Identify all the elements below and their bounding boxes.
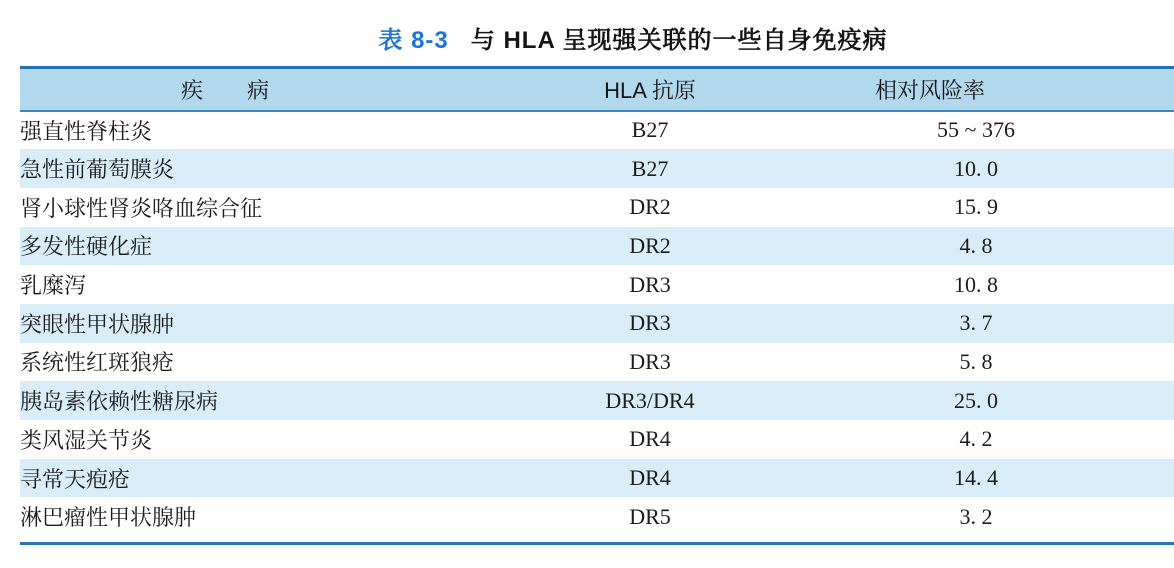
disease-cell: 淋巴瘤性甲状腺肿	[20, 505, 197, 531]
relative-risk-cell: 3. 7	[959, 310, 993, 336]
hla-antigen-cell: DR3	[629, 310, 671, 336]
table-caption	[46, 0, 1174, 66]
hla-antigen-cell: DR4	[629, 426, 671, 452]
relative-risk-cell: 10. 0	[954, 155, 998, 181]
disease-cell: 强直性脊柱炎	[20, 118, 153, 144]
filler-cell	[1082, 343, 1174, 382]
table-title-text: 与 HLA 呈现强关联的一些自身免疫病	[470, 27, 888, 54]
table-row	[20, 459, 1174, 498]
relative-risk-cell: 55 ~ 376	[937, 117, 1015, 143]
hla-antigen-cell: DR4	[629, 465, 671, 491]
table-row	[20, 497, 1174, 536]
filler-cell	[1082, 111, 1174, 150]
relative-risk-cell: 4. 2	[959, 426, 993, 452]
relative-risk-cell: 5. 8	[959, 348, 993, 374]
relative-risk-cell: 10. 8	[954, 271, 998, 297]
filler-cell	[1082, 227, 1174, 266]
disease-cell: 急性前葡萄膜炎	[20, 157, 175, 183]
column-header-disease: 疾 病	[20, 68, 430, 111]
hla-antigen-cell: DR5	[629, 503, 671, 529]
disease-cell: 乳糜泻	[20, 273, 87, 299]
hla-antigen-cell: DR2	[629, 232, 671, 258]
filler-cell	[1082, 420, 1174, 459]
table-body	[20, 111, 1174, 537]
relative-risk-cell: 25. 0	[954, 387, 998, 413]
hla-antigen-cell: B27	[631, 155, 669, 181]
relative-risk-cell: 15. 9	[954, 194, 998, 220]
column-header-filler	[1082, 68, 1174, 111]
hla-antigen-cell: DR3	[629, 348, 671, 374]
table-row	[20, 265, 1174, 304]
table-row	[20, 420, 1174, 459]
hla-antigen-cell: DR3/DR4	[605, 387, 695, 413]
column-header-hla-antigen: HLA 抗原	[430, 68, 870, 111]
disease-cell: 胰岛素依赖性糖尿病	[20, 389, 219, 415]
hla-antigen-cell: DR3	[629, 271, 671, 297]
filler-cell	[1082, 265, 1174, 304]
filler-cell	[1082, 304, 1174, 343]
table-row	[20, 188, 1174, 227]
disease-cell: 突眼性甲状腺肿	[20, 311, 175, 337]
disease-cell: 寻常天疱疮	[20, 466, 131, 492]
filler-cell	[1082, 459, 1174, 498]
filler-cell	[1082, 149, 1174, 188]
table-bottom-rule	[20, 542, 1174, 545]
filler-cell	[1082, 188, 1174, 227]
table-row	[20, 381, 1174, 420]
table-row	[20, 149, 1174, 188]
column-header-relative-risk: 相对风险率	[870, 68, 1082, 111]
relative-risk-cell: 3. 2	[959, 503, 993, 529]
table-number-label: 表 8-3	[378, 27, 449, 54]
table-header	[20, 68, 1174, 111]
table-row	[20, 227, 1174, 266]
hla-association-table	[20, 66, 1174, 536]
table-row	[20, 111, 1174, 150]
disease-cell: 多发性硬化症	[20, 234, 153, 260]
disease-cell: 类风湿关节炎	[20, 427, 153, 453]
filler-cell	[1082, 381, 1174, 420]
hla-antigen-cell: B27	[631, 117, 669, 143]
filler-cell	[1082, 497, 1174, 536]
relative-risk-cell: 4. 8	[959, 232, 993, 258]
disease-cell: 肾小球性肾炎咯血综合征	[20, 195, 263, 221]
relative-risk-cell: 14. 4	[954, 465, 998, 491]
header-row	[20, 68, 1174, 111]
table-row	[20, 343, 1174, 382]
table-row	[20, 304, 1174, 343]
disease-cell: 系统性红斑狼疮	[20, 350, 175, 376]
hla-antigen-cell: DR2	[629, 194, 671, 220]
